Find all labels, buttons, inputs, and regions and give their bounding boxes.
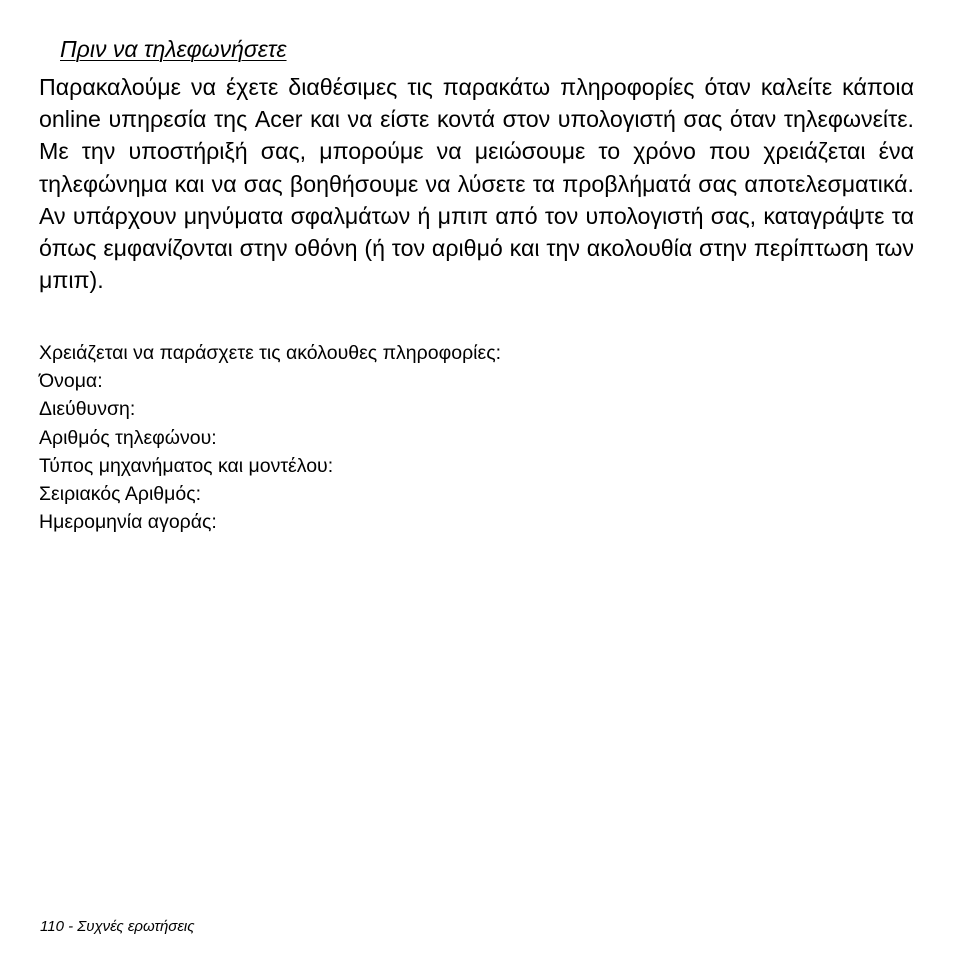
info-item-machine-type: Τύπος μηχανήματος και μοντέλου: bbox=[39, 454, 334, 477]
intro-paragraph: Παρακαλούμε να έχετε διαθέσιμες τις παρακάτω πληροφορίες όταν καλείτε κάποια online υπηρεσία της Acer και να είστε κοντά στον υπολογιστή σας όταν τηλεφωνείτε. Με την υποστήριξή σας, μπορούμε να μειώσουμε το χρόνο που χρειάζεται ένα τηλεφώνημα και να σας βοηθήσουμε να λύσετε τα προβλήματά σας αποτελεσματικά. Αν υπάρχουν μηνύματα σφαλμάτων ή μπιπ από τον υπολογιστή σας, καταγράψτε τα όπως εμφανίζονται στην οθόνη (ή τον αριθμό και την ακολουθία στην περίπτωση των μπιπ). bbox=[39, 74, 914, 294]
info-item-purchase-date: Ημερομηνία αγοράς: bbox=[39, 511, 217, 534]
required-info-list bbox=[39, 339, 501, 536]
info-item-serial: Σειριακός Αριθμός: bbox=[39, 483, 202, 506]
info-item-address: Διεύθυνση: bbox=[39, 398, 136, 421]
info-item-phone: Αριθμός τηλεφώνου: bbox=[39, 426, 217, 449]
info-intro: Χρειάζεται να παράσχετε τις ακόλουθες πληροφορίες: bbox=[39, 342, 502, 364]
page-footer: 110 - Συχνές ερωτήσεις bbox=[40, 918, 195, 935]
info-item-name: Όνομα: bbox=[39, 370, 103, 393]
section-heading: Πριν να τηλεφωνήσετε bbox=[60, 36, 287, 62]
